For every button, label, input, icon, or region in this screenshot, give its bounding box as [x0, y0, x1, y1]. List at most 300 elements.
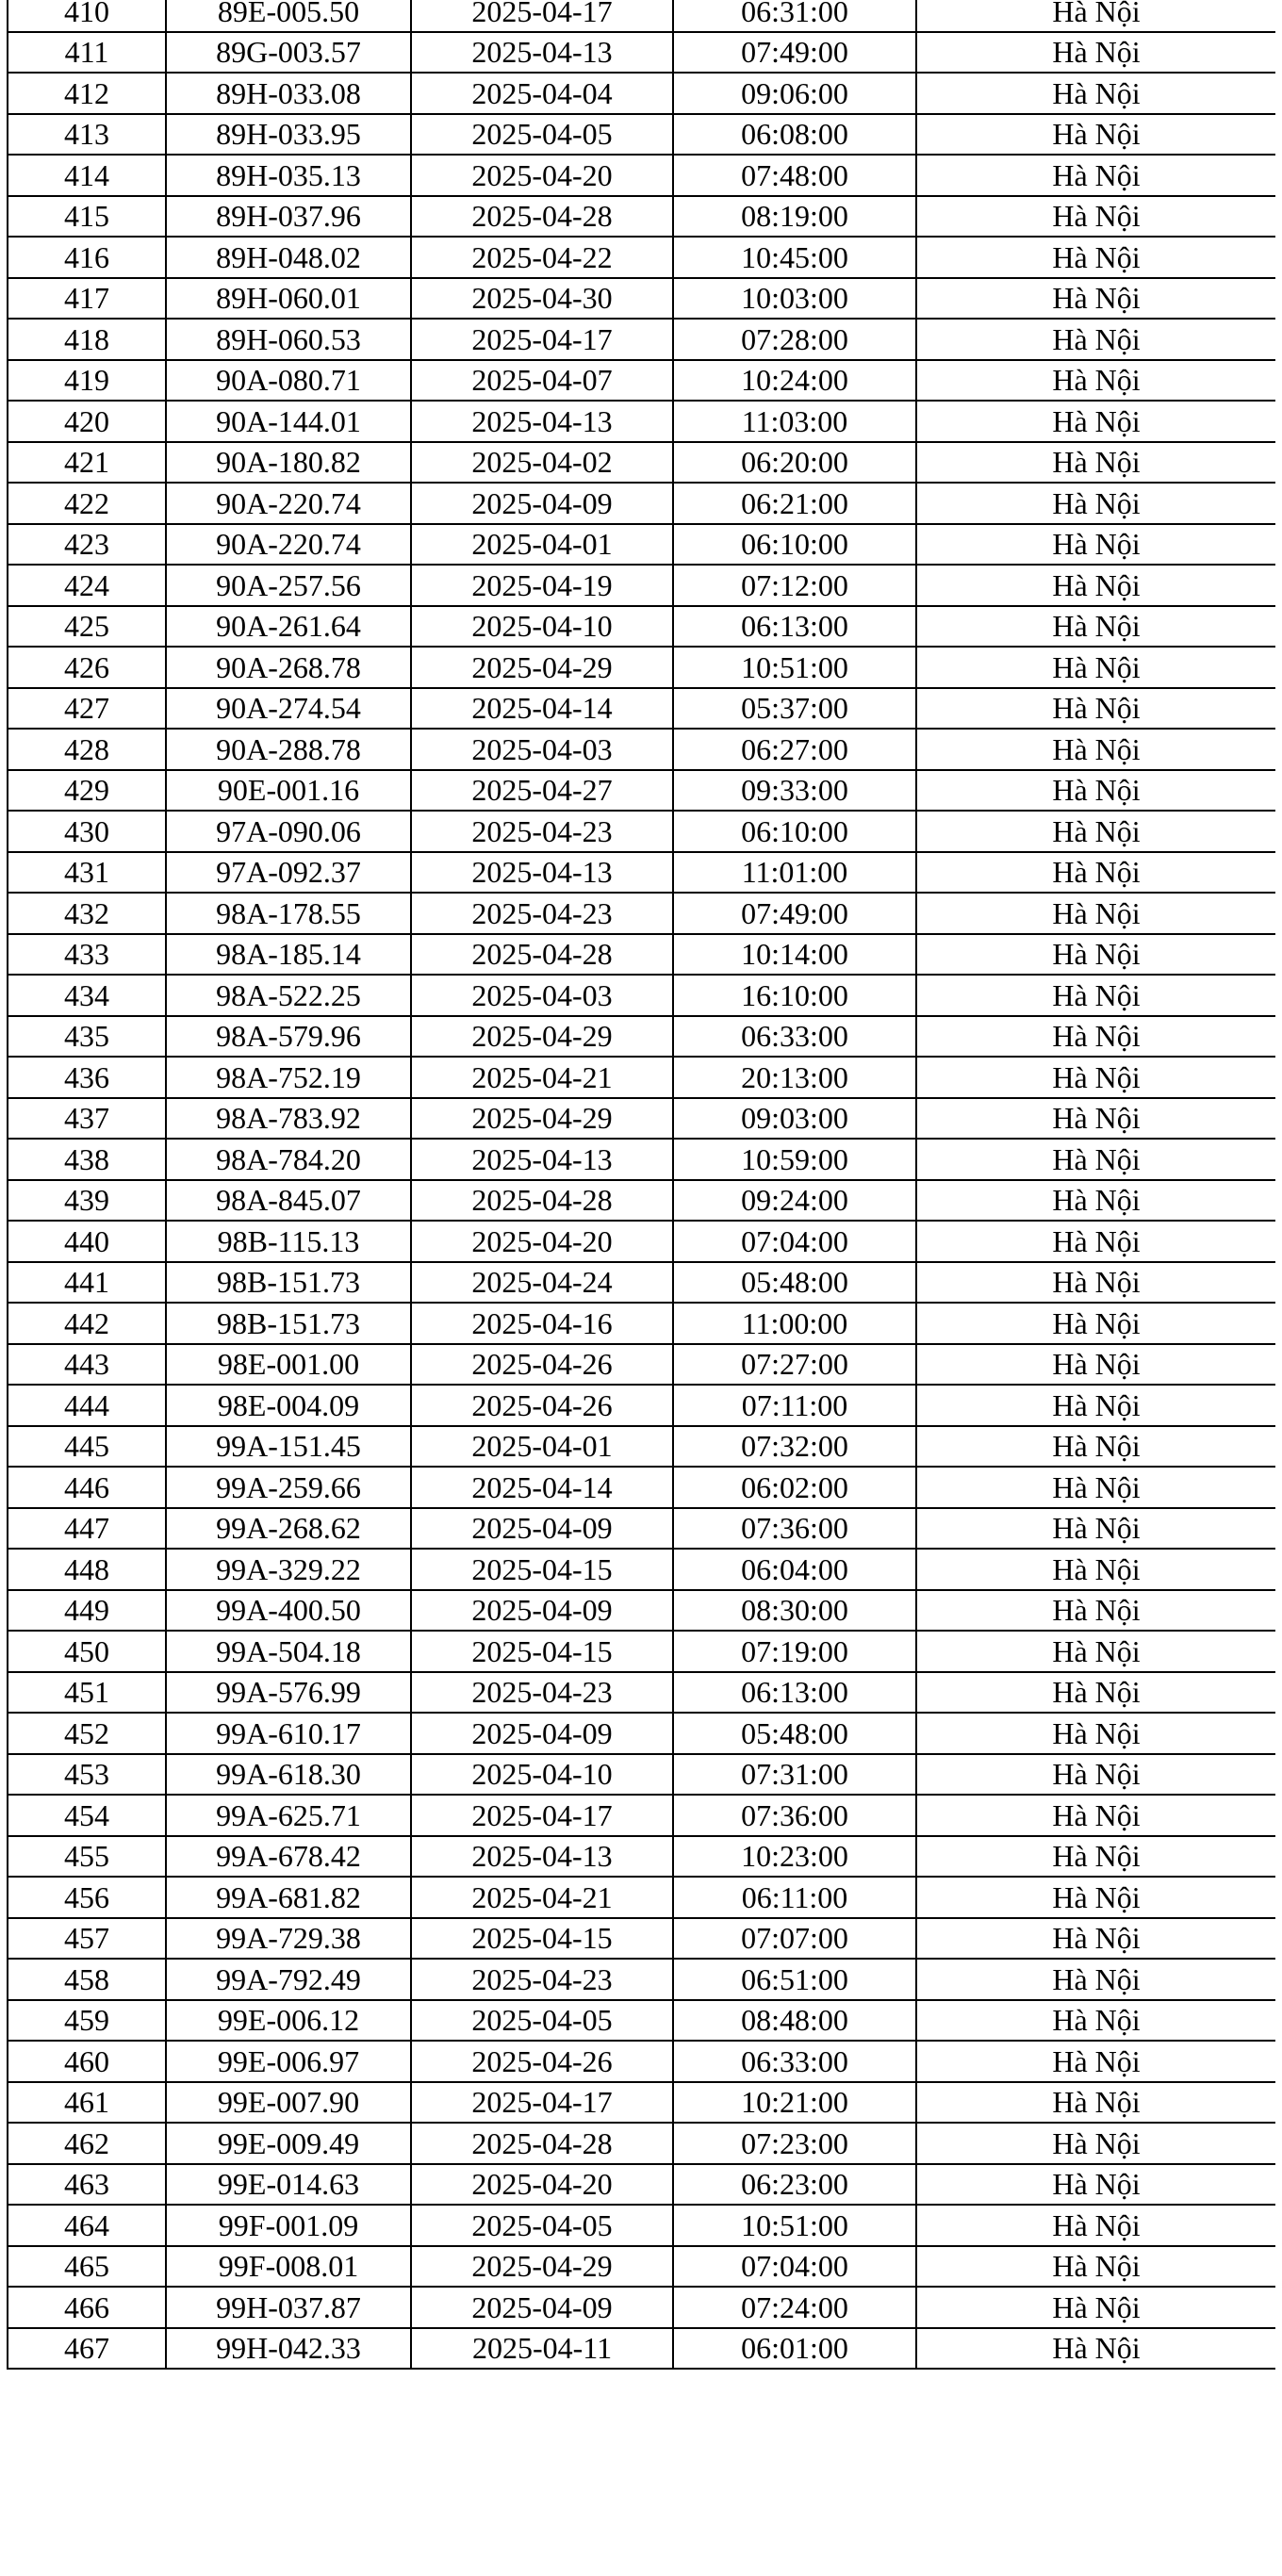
location-cell: Hà Nội — [916, 770, 1275, 812]
row-number-cell: 414 — [8, 155, 166, 196]
table-row — [8, 2328, 1275, 2370]
license-plate-cell: 99F-008.01 — [166, 2246, 411, 2288]
violation-time-cell: 06:10:00 — [673, 811, 916, 852]
violation-date-cell: 2025-04-05 — [411, 2000, 673, 2042]
license-plate-cell: 99A-792.49 — [166, 1959, 411, 2000]
row-number-cell: 416 — [8, 237, 166, 278]
license-plate-cell: 99H-042.33 — [166, 2328, 411, 2370]
table-row — [8, 2123, 1275, 2164]
license-plate-cell: 99A-151.45 — [166, 1426, 411, 1468]
row-number-cell: 411 — [8, 32, 166, 74]
table-row — [8, 524, 1275, 566]
row-number-cell: 433 — [8, 934, 166, 976]
license-plate-cell: 99A-400.50 — [166, 1590, 411, 1632]
table-row — [8, 688, 1275, 730]
violation-date-cell: 2025-04-01 — [411, 1426, 673, 1468]
row-number-cell: 465 — [8, 2246, 166, 2288]
row-number-cell: 453 — [8, 1754, 166, 1796]
row-number-cell: 448 — [8, 1549, 166, 1590]
location-cell: Hà Nội — [916, 2328, 1275, 2370]
table-row — [8, 565, 1275, 606]
location-cell: Hà Nội — [916, 1426, 1275, 1468]
violation-date-cell: 2025-04-16 — [411, 1303, 673, 1344]
license-plate-cell: 98E-004.09 — [166, 1385, 411, 1426]
violation-time-cell: 07:04:00 — [673, 2246, 916, 2288]
license-plate-cell: 89H-035.13 — [166, 155, 411, 196]
violation-date-cell: 2025-04-23 — [411, 1959, 673, 2000]
license-plate-cell: 99E-007.90 — [166, 2082, 411, 2124]
license-plate-cell: 89H-048.02 — [166, 237, 411, 278]
table-row — [8, 401, 1275, 442]
row-number-cell: 452 — [8, 1713, 166, 1754]
row-number-cell: 435 — [8, 1016, 166, 1058]
row-number-cell: 455 — [8, 1836, 166, 1878]
violation-time-cell: 06:21:00 — [673, 483, 916, 524]
location-cell: Hà Nội — [916, 1221, 1275, 1262]
violation-date-cell: 2025-04-14 — [411, 1467, 673, 1508]
violation-time-cell: 07:32:00 — [673, 1426, 916, 1468]
violation-time-cell: 07:23:00 — [673, 2123, 916, 2164]
violation-time-cell: 07:28:00 — [673, 319, 916, 360]
location-cell: Hà Nội — [916, 237, 1275, 278]
location-cell: Hà Nội — [916, 0, 1275, 32]
violation-time-cell: 07:36:00 — [673, 1795, 916, 1836]
license-plate-cell: 89H-060.53 — [166, 319, 411, 360]
row-number-cell: 441 — [8, 1262, 166, 1304]
row-number-cell: 424 — [8, 565, 166, 606]
row-number-cell: 421 — [8, 442, 166, 484]
violation-time-cell: 06:31:00 — [673, 0, 916, 32]
table-row — [8, 1262, 1275, 1304]
violation-time-cell: 06:08:00 — [673, 114, 916, 156]
location-cell: Hà Nội — [916, 32, 1275, 74]
license-plate-cell: 89H-037.96 — [166, 196, 411, 238]
violation-time-cell: 16:10:00 — [673, 975, 916, 1016]
location-cell: Hà Nội — [916, 729, 1275, 770]
violation-date-cell: 2025-04-29 — [411, 1098, 673, 1140]
license-plate-cell: 99A-678.42 — [166, 1836, 411, 1878]
violation-time-cell: 08:48:00 — [673, 2000, 916, 2042]
violation-time-cell: 07:07:00 — [673, 1918, 916, 1960]
violation-date-cell: 2025-04-23 — [411, 893, 673, 934]
violation-time-cell: 11:03:00 — [673, 401, 916, 442]
violation-time-cell: 06:11:00 — [673, 1877, 916, 1918]
location-cell: Hà Nội — [916, 1139, 1275, 1180]
violation-date-cell: 2025-04-27 — [411, 770, 673, 812]
location-cell: Hà Nội — [916, 401, 1275, 442]
violation-time-cell: 06:27:00 — [673, 729, 916, 770]
row-number-cell: 464 — [8, 2205, 166, 2246]
violation-date-cell: 2025-04-17 — [411, 319, 673, 360]
row-number-cell: 439 — [8, 1180, 166, 1222]
violation-date-cell: 2025-04-21 — [411, 1877, 673, 1918]
violation-time-cell: 20:13:00 — [673, 1057, 916, 1098]
license-plate-cell: 90A-180.82 — [166, 442, 411, 484]
table-row — [8, 1795, 1275, 1836]
row-number-cell: 459 — [8, 2000, 166, 2042]
license-plate-cell: 89G-003.57 — [166, 32, 411, 74]
location-cell: Hà Nội — [916, 1877, 1275, 1918]
location-cell: Hà Nội — [916, 1180, 1275, 1222]
license-plate-cell: 90A-257.56 — [166, 565, 411, 606]
table-row — [8, 1303, 1275, 1344]
violation-date-cell: 2025-04-13 — [411, 1836, 673, 1878]
table-row — [8, 155, 1275, 196]
row-number-cell: 415 — [8, 196, 166, 238]
violation-table — [7, 0, 1275, 2370]
table-row — [8, 1467, 1275, 1508]
row-number-cell: 422 — [8, 483, 166, 524]
violation-time-cell: 07:24:00 — [673, 2287, 916, 2328]
location-cell: Hà Nội — [916, 319, 1275, 360]
license-plate-cell: 99A-625.71 — [166, 1795, 411, 1836]
location-cell: Hà Nội — [916, 1590, 1275, 1632]
location-cell: Hà Nội — [916, 2287, 1275, 2328]
document-sheet — [7, 0, 1275, 2576]
violation-time-cell: 10:21:00 — [673, 2082, 916, 2124]
table-row — [8, 32, 1275, 74]
violation-time-cell: 06:20:00 — [673, 442, 916, 484]
location-cell: Hà Nội — [916, 1508, 1275, 1550]
location-cell: Hà Nội — [916, 2041, 1275, 2082]
table-row — [8, 1836, 1275, 1878]
location-cell: Hà Nội — [916, 1836, 1275, 1878]
license-plate-cell: 98A-752.19 — [166, 1057, 411, 1098]
violation-date-cell: 2025-04-09 — [411, 1713, 673, 1754]
location-cell: Hà Nội — [916, 1754, 1275, 1796]
license-plate-cell: 99A-576.99 — [166, 1672, 411, 1714]
violation-date-cell: 2025-04-03 — [411, 975, 673, 1016]
license-plate-cell: 99A-618.30 — [166, 1754, 411, 1796]
violation-date-cell: 2025-04-30 — [411, 278, 673, 320]
table-row — [8, 114, 1275, 156]
row-number-cell: 427 — [8, 688, 166, 730]
license-plate-cell: 99E-009.49 — [166, 2123, 411, 2164]
violation-date-cell: 2025-04-29 — [411, 647, 673, 688]
violation-time-cell: 06:13:00 — [673, 1672, 916, 1714]
table-row — [8, 934, 1275, 976]
location-cell: Hà Nội — [916, 1467, 1275, 1508]
row-number-cell: 458 — [8, 1959, 166, 2000]
violation-time-cell: 10:45:00 — [673, 237, 916, 278]
violation-time-cell: 07:31:00 — [673, 1754, 916, 1796]
table-row — [8, 893, 1275, 934]
license-plate-cell: 90A-220.74 — [166, 524, 411, 566]
violation-date-cell: 2025-04-22 — [411, 237, 673, 278]
location-cell: Hà Nội — [916, 1098, 1275, 1140]
table-row — [8, 1549, 1275, 1590]
license-plate-cell: 90A-274.54 — [166, 688, 411, 730]
table-row — [8, 1221, 1275, 1262]
license-plate-cell: 99A-610.17 — [166, 1713, 411, 1754]
row-number-cell: 466 — [8, 2287, 166, 2328]
row-number-cell: 442 — [8, 1303, 166, 1344]
row-number-cell: 413 — [8, 114, 166, 156]
row-number-cell: 434 — [8, 975, 166, 1016]
row-number-cell: 463 — [8, 2164, 166, 2206]
violation-time-cell: 06:13:00 — [673, 606, 916, 648]
row-number-cell: 447 — [8, 1508, 166, 1550]
violation-time-cell: 10:23:00 — [673, 1836, 916, 1878]
location-cell: Hà Nội — [916, 1918, 1275, 1960]
table-row — [8, 1385, 1275, 1426]
violation-time-cell: 07:12:00 — [673, 565, 916, 606]
table-row — [8, 1877, 1275, 1918]
violation-time-cell: 10:51:00 — [673, 647, 916, 688]
violation-date-cell: 2025-04-13 — [411, 32, 673, 74]
violation-date-cell: 2025-04-13 — [411, 401, 673, 442]
row-number-cell: 412 — [8, 73, 166, 114]
table-row — [8, 1959, 1275, 2000]
row-number-cell: 431 — [8, 852, 166, 894]
violation-time-cell: 06:23:00 — [673, 2164, 916, 2206]
violation-time-cell: 06:01:00 — [673, 2328, 916, 2370]
violation-time-cell: 07:27:00 — [673, 1344, 916, 1386]
row-number-cell: 425 — [8, 606, 166, 648]
violation-date-cell: 2025-04-26 — [411, 1344, 673, 1386]
location-cell: Hà Nội — [916, 1549, 1275, 1590]
row-number-cell: 418 — [8, 319, 166, 360]
table-row — [8, 2041, 1275, 2082]
location-cell: Hà Nội — [916, 647, 1275, 688]
table-row — [8, 442, 1275, 484]
license-plate-cell: 98B-115.13 — [166, 1221, 411, 1262]
row-number-cell: 410 — [8, 0, 166, 32]
violation-time-cell: 07:49:00 — [673, 32, 916, 74]
violation-time-cell: 05:48:00 — [673, 1713, 916, 1754]
violation-time-cell: 05:48:00 — [673, 1262, 916, 1304]
table-row — [8, 647, 1275, 688]
location-cell: Hà Nội — [916, 1959, 1275, 2000]
table-row — [8, 1098, 1275, 1140]
violation-time-cell: 07:04:00 — [673, 1221, 916, 1262]
violation-time-cell: 10:51:00 — [673, 2205, 916, 2246]
row-number-cell: 429 — [8, 770, 166, 812]
location-cell: Hà Nội — [916, 2205, 1275, 2246]
violation-time-cell: 07:48:00 — [673, 155, 916, 196]
violation-date-cell: 2025-04-10 — [411, 606, 673, 648]
violation-date-cell: 2025-04-23 — [411, 811, 673, 852]
location-cell: Hà Nội — [916, 893, 1275, 934]
row-number-cell: 457 — [8, 1918, 166, 1960]
location-cell: Hà Nội — [916, 2082, 1275, 2124]
license-plate-cell: 99A-259.66 — [166, 1467, 411, 1508]
violation-time-cell: 07:19:00 — [673, 1631, 916, 1672]
violation-date-cell: 2025-04-17 — [411, 1795, 673, 1836]
table-row — [8, 2000, 1275, 2042]
violation-time-cell: 05:37:00 — [673, 688, 916, 730]
violation-table-body — [8, 0, 1275, 2369]
row-number-cell: 417 — [8, 278, 166, 320]
row-number-cell: 443 — [8, 1344, 166, 1386]
table-row — [8, 852, 1275, 894]
table-row — [8, 2205, 1275, 2246]
row-number-cell: 462 — [8, 2123, 166, 2164]
violation-date-cell: 2025-04-20 — [411, 2164, 673, 2206]
violation-time-cell: 07:49:00 — [673, 893, 916, 934]
violation-date-cell: 2025-04-17 — [411, 0, 673, 32]
violation-date-cell: 2025-04-09 — [411, 1508, 673, 1550]
violation-time-cell: 06:02:00 — [673, 1467, 916, 1508]
license-plate-cell: 99E-006.97 — [166, 2041, 411, 2082]
row-number-cell: 450 — [8, 1631, 166, 1672]
violation-date-cell: 2025-04-11 — [411, 2328, 673, 2370]
license-plate-cell: 98A-783.92 — [166, 1098, 411, 1140]
violation-date-cell: 2025-04-17 — [411, 2082, 673, 2124]
license-plate-cell: 98A-178.55 — [166, 893, 411, 934]
row-number-cell: 419 — [8, 360, 166, 402]
violation-date-cell: 2025-04-15 — [411, 1918, 673, 1960]
location-cell: Hà Nội — [916, 483, 1275, 524]
location-cell: Hà Nội — [916, 1631, 1275, 1672]
violation-time-cell: 06:33:00 — [673, 1016, 916, 1058]
table-row — [8, 237, 1275, 278]
table-row — [8, 1016, 1275, 1058]
table-row — [8, 1754, 1275, 1796]
license-plate-cell: 98B-151.73 — [166, 1262, 411, 1304]
violation-time-cell: 10:14:00 — [673, 934, 916, 976]
license-plate-cell: 99A-329.22 — [166, 1549, 411, 1590]
table-row — [8, 360, 1275, 402]
violation-time-cell: 06:51:00 — [673, 1959, 916, 2000]
table-row — [8, 1713, 1275, 1754]
table-row — [8, 196, 1275, 238]
table-row — [8, 729, 1275, 770]
location-cell: Hà Nội — [916, 1057, 1275, 1098]
violation-date-cell: 2025-04-29 — [411, 1016, 673, 1058]
violation-time-cell: 06:04:00 — [673, 1549, 916, 1590]
violation-time-cell: 06:10:00 — [673, 524, 916, 566]
violation-date-cell: 2025-04-05 — [411, 114, 673, 156]
violation-date-cell: 2025-04-20 — [411, 155, 673, 196]
location-cell: Hà Nội — [916, 565, 1275, 606]
license-plate-cell: 90A-220.74 — [166, 483, 411, 524]
violation-time-cell: 10:03:00 — [673, 278, 916, 320]
table-row — [8, 770, 1275, 812]
violation-date-cell: 2025-04-20 — [411, 1221, 673, 1262]
row-number-cell: 428 — [8, 729, 166, 770]
violation-time-cell: 09:24:00 — [673, 1180, 916, 1222]
table-row — [8, 1631, 1275, 1672]
license-plate-cell: 89H-060.01 — [166, 278, 411, 320]
violation-date-cell: 2025-04-03 — [411, 729, 673, 770]
table-row — [8, 0, 1275, 32]
row-number-cell: 446 — [8, 1467, 166, 1508]
location-cell: Hà Nội — [916, 278, 1275, 320]
row-number-cell: 456 — [8, 1877, 166, 1918]
table-row — [8, 319, 1275, 360]
table-row — [8, 2246, 1275, 2288]
row-number-cell: 460 — [8, 2041, 166, 2082]
violation-date-cell: 2025-04-05 — [411, 2205, 673, 2246]
license-plate-cell: 98A-845.07 — [166, 1180, 411, 1222]
license-plate-cell: 89E-005.50 — [166, 0, 411, 32]
violation-time-cell: 09:03:00 — [673, 1098, 916, 1140]
row-number-cell: 449 — [8, 1590, 166, 1632]
violation-time-cell: 06:33:00 — [673, 2041, 916, 2082]
row-number-cell: 423 — [8, 524, 166, 566]
row-number-cell: 426 — [8, 647, 166, 688]
table-row — [8, 1672, 1275, 1714]
table-row — [8, 1426, 1275, 1468]
violation-time-cell: 10:24:00 — [673, 360, 916, 402]
violation-date-cell: 2025-04-09 — [411, 483, 673, 524]
license-plate-cell: 99A-268.62 — [166, 1508, 411, 1550]
violation-date-cell: 2025-04-26 — [411, 1385, 673, 1426]
row-number-cell: 451 — [8, 1672, 166, 1714]
table-row — [8, 811, 1275, 852]
table-row — [8, 1057, 1275, 1098]
license-plate-cell: 99E-014.63 — [166, 2164, 411, 2206]
table-row — [8, 1918, 1275, 1960]
license-plate-cell: 98A-579.96 — [166, 1016, 411, 1058]
row-number-cell: 461 — [8, 2082, 166, 2124]
table-row — [8, 1344, 1275, 1386]
location-cell: Hà Nội — [916, 2164, 1275, 2206]
license-plate-cell: 98A-784.20 — [166, 1139, 411, 1180]
table-row — [8, 2287, 1275, 2328]
license-plate-cell: 98E-001.00 — [166, 1344, 411, 1386]
row-number-cell: 437 — [8, 1098, 166, 1140]
violation-time-cell: 09:06:00 — [673, 73, 916, 114]
violation-date-cell: 2025-04-28 — [411, 196, 673, 238]
license-plate-cell: 90A-080.71 — [166, 360, 411, 402]
location-cell: Hà Nội — [916, 442, 1275, 484]
table-row — [8, 2164, 1275, 2206]
violation-date-cell: 2025-04-15 — [411, 1631, 673, 1672]
violation-time-cell: 07:36:00 — [673, 1508, 916, 1550]
license-plate-cell: 98A-185.14 — [166, 934, 411, 976]
violation-date-cell: 2025-04-07 — [411, 360, 673, 402]
row-number-cell: 440 — [8, 1221, 166, 1262]
violation-date-cell: 2025-04-13 — [411, 852, 673, 894]
location-cell: Hà Nội — [916, 975, 1275, 1016]
location-cell: Hà Nội — [916, 155, 1275, 196]
license-plate-cell: 99A-504.18 — [166, 1631, 411, 1672]
table-row — [8, 278, 1275, 320]
violation-time-cell: 10:59:00 — [673, 1139, 916, 1180]
location-cell: Hà Nội — [916, 2000, 1275, 2042]
location-cell: Hà Nội — [916, 196, 1275, 238]
location-cell: Hà Nội — [916, 360, 1275, 402]
location-cell: Hà Nội — [916, 1795, 1275, 1836]
row-number-cell: 445 — [8, 1426, 166, 1468]
location-cell: Hà Nội — [916, 524, 1275, 566]
violation-date-cell: 2025-04-09 — [411, 1590, 673, 1632]
table-row — [8, 483, 1275, 524]
table-row — [8, 73, 1275, 114]
location-cell: Hà Nội — [916, 2123, 1275, 2164]
table-row — [8, 975, 1275, 1016]
row-number-cell: 467 — [8, 2328, 166, 2370]
location-cell: Hà Nội — [916, 1344, 1275, 1386]
violation-date-cell: 2025-04-19 — [411, 565, 673, 606]
license-plate-cell: 90E-001.16 — [166, 770, 411, 812]
license-plate-cell: 99H-037.87 — [166, 2287, 411, 2328]
row-number-cell: 432 — [8, 893, 166, 934]
violation-time-cell: 08:19:00 — [673, 196, 916, 238]
table-row — [8, 1180, 1275, 1222]
license-plate-cell: 90A-288.78 — [166, 729, 411, 770]
row-number-cell: 430 — [8, 811, 166, 852]
license-plate-cell: 99A-681.82 — [166, 1877, 411, 1918]
location-cell: Hà Nội — [916, 73, 1275, 114]
location-cell: Hà Nội — [916, 1303, 1275, 1344]
table-row — [8, 1139, 1275, 1180]
table-row — [8, 1590, 1275, 1632]
location-cell: Hà Nội — [916, 934, 1275, 976]
violation-date-cell: 2025-04-09 — [411, 2287, 673, 2328]
